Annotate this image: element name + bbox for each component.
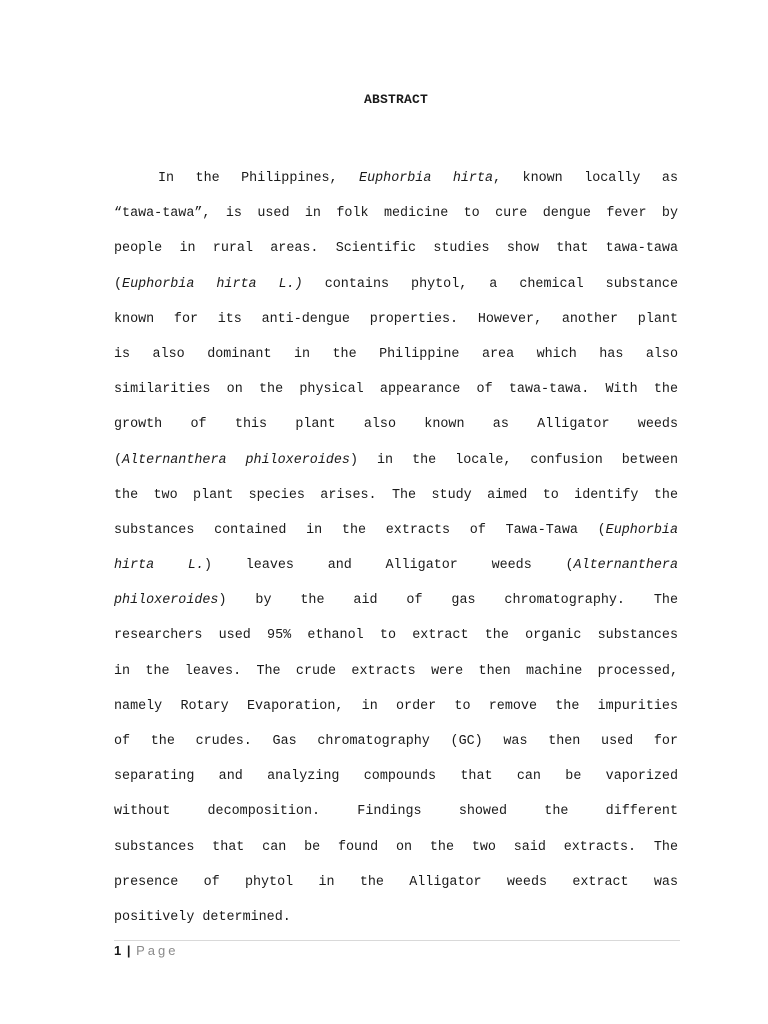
body-line — [114, 865, 678, 900]
body-line — [114, 513, 678, 548]
text-run: “tawa-tawa”, is used in folk medicine to cure dengue fever by — [114, 206, 678, 222]
text-run: growth of this plant also known as Alligator weeds — [114, 417, 678, 433]
text-run: substances contained in the extracts of Tawa-Tawa ( — [114, 522, 606, 538]
body-line — [114, 900, 678, 935]
body-line — [114, 443, 678, 478]
body-line — [114, 794, 678, 829]
body-line — [114, 689, 678, 724]
body-line — [114, 654, 678, 689]
text-run: In the Philippines, — [158, 171, 360, 186]
text-run: without decomposition. Findings showed the different — [114, 804, 678, 820]
italic-term: Alternanthera philoxeroides — [122, 452, 350, 468]
body-line — [114, 548, 678, 583]
italic-term: Euphorbia hirta L.) — [122, 276, 303, 292]
body-line — [114, 478, 678, 513]
text-run: ) in the locale, confusion between — [349, 452, 679, 468]
text-run: is also dominant in the Philippine area which has also — [114, 346, 678, 362]
text-run: in the leaves. The crude extracts were then machine processed, — [114, 663, 678, 679]
page-number: 1 — [114, 943, 122, 958]
text-run: ) by the aid of gas chromatography. The — [218, 593, 678, 609]
body-line — [114, 759, 678, 794]
text-run: ( — [114, 452, 123, 468]
text-run: presence of phytol in the Alligator weeds extract was — [114, 874, 678, 890]
abstract-body — [114, 161, 678, 935]
body-line — [114, 267, 678, 302]
body-line — [114, 372, 678, 407]
text-run: positively determined. — [114, 909, 291, 925]
text-run: ) leaves and Alligator weeds ( — [203, 558, 574, 574]
text-run: ( — [114, 276, 123, 292]
text-run: substances that can be found on the two said extracts. The — [114, 839, 678, 855]
text-run: of the crudes. Gas chromatography (GC) was then used for — [114, 734, 678, 749]
text-run: contains phytol, a chemical substance — [302, 276, 678, 292]
body-line — [114, 302, 678, 337]
body-line — [114, 196, 678, 231]
body-line — [114, 830, 678, 865]
body-line — [114, 724, 678, 759]
body-line — [114, 337, 678, 372]
page-footer — [114, 943, 179, 958]
italic-term: Alternanthera — [573, 558, 678, 574]
italic-term: Euphorbia hirta — [359, 171, 494, 186]
body-line — [114, 618, 678, 653]
italic-term: philoxeroides — [114, 593, 219, 609]
footer-separator: | — [126, 943, 131, 958]
body-line — [114, 583, 678, 618]
text-run: known for its anti-dengue properties. However, another plant — [114, 311, 678, 327]
text-run: people in rural areas. Scientific studies show that tawa-tawa — [114, 241, 678, 257]
text-run: separating and analyzing compounds that can be vaporized — [114, 769, 678, 785]
page-label: Page — [136, 943, 179, 958]
text-run: similarities on the physical appearance of tawa-tawa. With the — [114, 382, 678, 398]
text-run: the two plant species arises. The study aimed to identify the — [114, 487, 678, 503]
footer-divider — [114, 940, 680, 941]
italic-term: Euphorbia — [605, 522, 678, 538]
text-run: , known locally as — [493, 171, 678, 186]
body-line — [114, 231, 678, 266]
abstract-title: ABSTRACT — [363, 92, 428, 107]
italic-term: hirta L. — [114, 558, 204, 574]
text-run: namely Rotary Evaporation, in order to remove the impurities — [114, 698, 678, 714]
body-line — [114, 161, 678, 196]
text-run: researchers used 95% ethanol to extract the organic substances — [114, 628, 678, 644]
body-line — [114, 407, 678, 442]
